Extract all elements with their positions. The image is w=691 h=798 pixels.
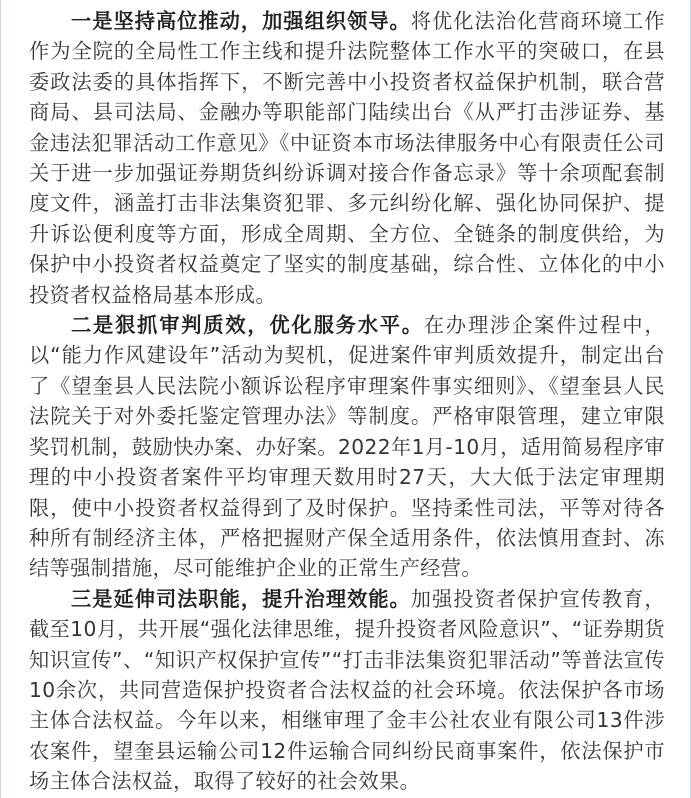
article-body — [29, 6, 665, 797]
paragraph-text: 在办理涉企案件过程中，以“能力作风建设年”活动为契机，促进案件审判质效提升，制定出台了《望奎县人民法院小额诉讼程序审理案件事实细则》、《望奎县人民法院关于对外委托鉴定管理办法》等制度。严格审限管理，建立审限奖罚机制，鼓励快办案、办好案。2022年1月-10月，适用简易程序审理的中小投资者案件平均审理天数用时27天，大大低于法定审理期限，使中小投资者权益得到了及时保护。坚持柔性司法，平等对待各种所有制经济主体，严格把握财产保全适用条件，依法慎用查封、冻结等强制措施，尽可能维护企业的正常生产经营。 — [29, 313, 666, 581]
paragraph-organization — [29, 6, 665, 310]
paragraph-trial-quality — [29, 310, 665, 584]
paragraph-text: 将优化法治化营商环境工作作为全院的全局性工作主线和提升法院整体工作水平的突破口，在县委政法委的具体指挥下，不断完善中小投资者权益保护机制，联合营商局、县司法局、金融办等职能部门陆续出台《从严打击涉证券、基金违法犯罪活动工作意见》《中证资本市场法律服务中心有限责任公司关于进一步加强证券期货纠纷诉调对接合作备忘录》等十余项配套制度文件，涵盖打击非法集资犯罪、多元纠纷化解、强化协同保护、提升诉讼便利度等方面，形成全周期、全方位、全链条的制度供给，为保护中小投资者权益奠定了坚实的制度基础，综合性、立体化的中小投资者权益格局基本形成。 — [29, 9, 665, 307]
paragraph-lead: 三是延伸司法职能，提升治理效能。 — [71, 586, 411, 611]
paragraph-lead: 二是狠抓审判质效，优化服务水平。 — [71, 313, 424, 338]
paragraph-judicial-function — [29, 584, 665, 797]
paragraph-text: 加强投资者保护宣传教育，截至10月，共开展“强化法律思维，提升投资者风险意识”、“证券期货知识宣传”、“知识产权保护宣传”“打击非法集资犯罪活动”等普法宣传10余次，共同营造保护投资者合法权益的社会环境。依法保护各市场主体合法权益。今年以来，相继审理了金丰公社农业有限公司13件涉农案件，望奎县运输公司12件运输合同纠纷民商事案件，依法保护市场主体合法权益，取得了较好的社会效果。 — [29, 586, 665, 794]
paragraph-lead: 一是坚持高位推动，加强组织领导。 — [71, 9, 411, 33]
